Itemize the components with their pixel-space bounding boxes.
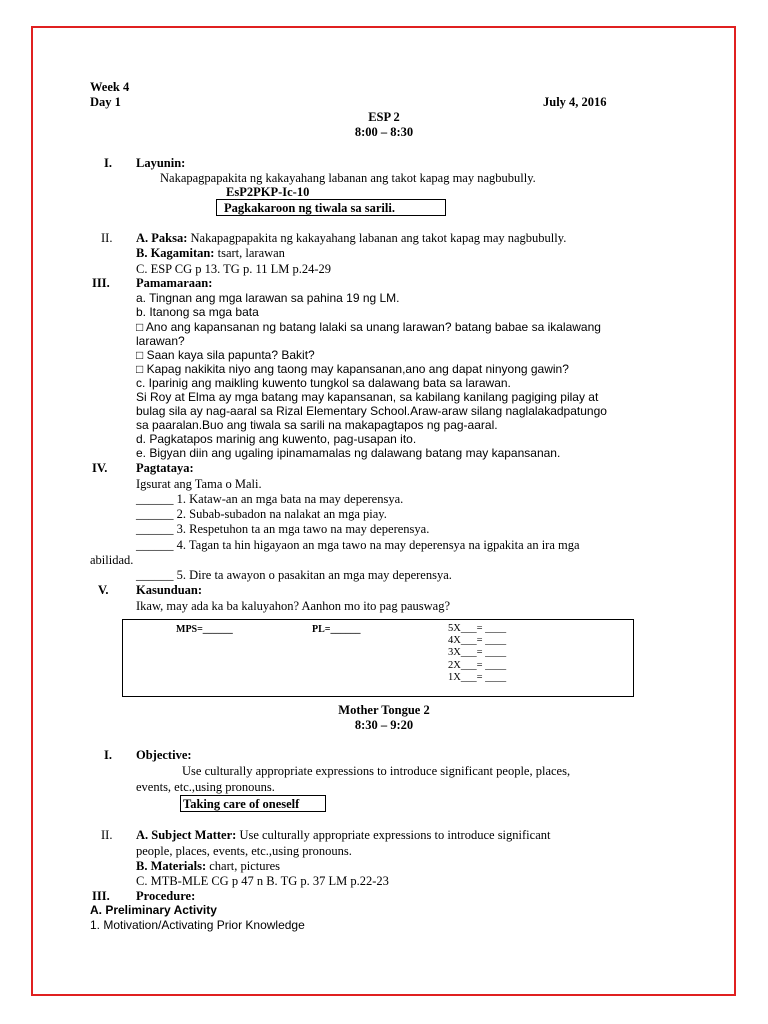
mt-objective-title: Objective: xyxy=(136,748,192,762)
mt-subject-matter-num: II. xyxy=(101,828,113,842)
pagtataya-item: ______ 5. Dire ta awayon o pasakitan an mga may deperensya. xyxy=(136,568,452,582)
score-row: 1X___= ____ xyxy=(448,672,507,683)
mt-subject-matter-a-cont: people, places, events, etc.,using pronouns. xyxy=(136,844,352,858)
mps-field: MPS=______ xyxy=(176,624,233,635)
pamamaraan-line: c. Iparinig ang maikling kuwento tungkol sa dalawang bata sa larawan. xyxy=(136,376,511,390)
esp-paksa-num: II. xyxy=(101,231,113,245)
pamamaraan-line: □ Saan kaya sila papunta? Bakit? xyxy=(136,348,315,362)
mt-preliminary-activity: A. Preliminary Activity xyxy=(90,903,217,917)
esp-paksa-c: C. ESP CG p 13. TG p. 11 LM p.24-29 xyxy=(136,262,332,276)
score-row: 5X___= ____ xyxy=(448,623,507,634)
esp-pamamaraan-num: III. xyxy=(92,276,110,290)
pamamaraan-line: sa paaralan.Buo ang tiwala sa sarili na makapagtapos ng pag-aaral. xyxy=(136,418,498,432)
pagtataya-item: ______ 3. Respetuhon ta an mga tawo na may deperensya. xyxy=(136,522,430,536)
score-row: 4X___= ____ xyxy=(448,635,507,646)
mt-subject-matter-c: C. MTB-MLE CG p 47 n B. TG p. 37 LM p.22-23 xyxy=(136,874,389,888)
score-row: 3X___= ____ xyxy=(448,647,507,658)
mt-subject-matter-b: B. Materials: chart, pictures xyxy=(136,859,281,873)
esp-kasunduan-num: V. xyxy=(98,583,109,597)
esp-kasunduan-text: Ikaw, may ada ka ba kaluyahon? Aanhon mo ito pag pauswag? xyxy=(136,599,451,613)
pl-field: PL=______ xyxy=(312,624,361,635)
mt-subject-title: Mother Tongue 2 xyxy=(338,703,430,717)
mt-subject-matter-a: A. Subject Matter: Use culturally appropriate expressions to introduce significant xyxy=(136,828,551,842)
esp-layunin-num: I. xyxy=(104,156,112,170)
esp-layunin-text: Nakapagpapakita ng kakayahang labanan ang takot kapag may nagbubully. xyxy=(160,171,536,185)
mt-objective-line2: events, etc.,using pronouns. xyxy=(136,780,275,794)
pamamaraan-line: Si Roy at Elma ay mga batang may kapansanan, sa kabilang kanilang pagiging pilay at xyxy=(136,390,599,404)
mt-objective-num: I. xyxy=(104,748,112,762)
esp-layunin-code: EsP2PKP-Ic-10 xyxy=(226,185,310,199)
pagtataya-item: ______ 2. Subab-subadon na nalakat an mga piay. xyxy=(136,507,387,521)
esp-layunin-title: Layunin: xyxy=(136,156,186,170)
esp-paksa-b: B. Kagamitan: tsart, larawan xyxy=(136,246,285,260)
esp-time: 8:00 – 8:30 xyxy=(354,125,414,139)
pagtataya-item: ______ 4. Tagan ta hin higayaon an mga tawo na may deperensya na igpakita an ira mga xyxy=(136,538,580,552)
mt-objective-line1: Use culturally appropriate expressions to introduce significant people, places, xyxy=(182,764,571,778)
week-label: Week 4 xyxy=(90,80,130,94)
pamamaraan-line: □ Kapag nakikita niyo ang taong may kapansanan,ano ang dapat ninyong gawin? xyxy=(136,362,569,376)
esp-pamamaraan-title: Pamamaraan: xyxy=(136,276,213,290)
pagtataya-item-continued: abilidad. xyxy=(90,553,134,567)
pagtataya-instruction: Igsurat ang Tama o Mali. xyxy=(136,477,262,491)
esp-paksa-a: A. Paksa: Nakapagpapakita ng kakayahang labanan ang takot kapag may nagbubully. xyxy=(136,231,567,245)
mt-time: 8:30 – 9:20 xyxy=(354,718,414,732)
pamamaraan-line: bulag sila ay nag-aaral sa Rizal Elementary School.Araw-araw silang naglalakadpatungo xyxy=(136,404,607,418)
mt-procedure-num: III. xyxy=(92,889,110,903)
date-label: July 4, 2016 xyxy=(543,95,607,109)
esp-kasunduan-title: Kasunduan: xyxy=(136,583,203,597)
pamamaraan-line: □ Ano ang kapansanan ng batang lalaki sa unang larawan? batang babae sa ikalawang xyxy=(136,320,601,334)
mt-procedure-title: Procedure: xyxy=(136,889,196,903)
score-row: 2X___= ____ xyxy=(448,660,507,671)
pamamaraan-line: larawan? xyxy=(136,334,185,348)
pagtataya-item: ______ 1. Kataw-an an mga bata na may deperensya. xyxy=(136,492,404,506)
esp-value-text: Pagkakaroon ng tiwala sa sarili. xyxy=(224,201,395,215)
pamamaraan-line: e. Bigyan diin ang ugaling ipinamamalas ng dalawang batang may kapansanan. xyxy=(136,446,561,460)
esp-subject-title: ESP 2 xyxy=(368,110,400,124)
esp-pagtataya-title: Pagtataya: xyxy=(136,461,194,475)
pamamaraan-line: a. Tingnan ang mga larawan sa pahina 19 ng LM. xyxy=(136,291,400,305)
pamamaraan-line: b. Itanong sa mga bata xyxy=(136,305,259,319)
pamamaraan-line: d. Pagkatapos marinig ang kuwento, pag-usapan ito. xyxy=(136,432,417,446)
mt-value-text: Taking care of oneself xyxy=(183,797,300,811)
day-label: Day 1 xyxy=(90,95,121,109)
mt-motivation-item: 1. Motivation/Activating Prior Knowledge xyxy=(90,918,305,932)
esp-pagtataya-num: IV. xyxy=(92,461,108,475)
